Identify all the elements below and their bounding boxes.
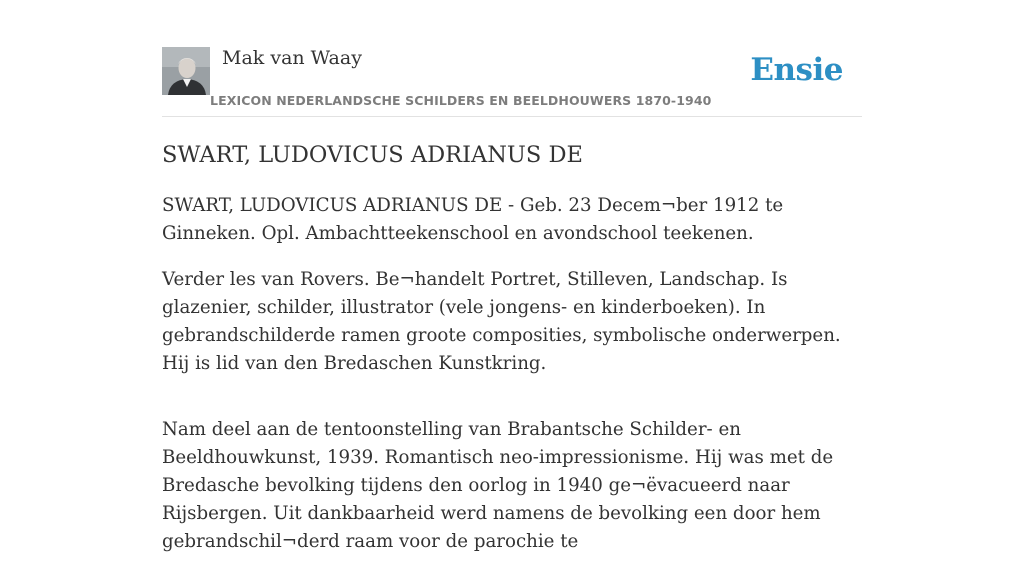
author-name[interactable]: Mak van Waay [222, 47, 362, 69]
article-page [162, 0, 862, 552]
article-paragraph: Verder les van Rovers. Be¬handelt Portret, Stilleven, Landschap. Is glazenier, schilder, illustrator (vele jongens- en kinderboeken). In gebrandschilderde ramen groote composities, symbolische onderwerpen. Hij is lid van den Bredaschen Kunstkring. [162, 269, 841, 374]
source-title[interactable]: LEXICON NEDERLANDSCHE SCHILDERS EN BEELDHOUWERS 1870-1940 [210, 93, 712, 108]
article-header [162, 0, 862, 117]
author-portrait-icon [162, 47, 210, 95]
brand-logo[interactable]: Ensie [750, 52, 843, 88]
author-avatar[interactable] [162, 47, 210, 95]
article-paragraph: SWART, LUDOVICUS ADRIANUS DE - Geb. 23 Decem¬ber 1912 te Ginneken. Opl. Ambachtteekenschool en avondschool teekenen. [162, 195, 784, 244]
article-paragraph: Nam deel aan de tentoonstelling van Brabantsche Schilder- en Beeldhouwkunst, 1939. Romantisch neo-impressionisme. Hij was met de Bredasche bevolking tijdens den oorlog in 1940 ge¬ëvacueerd naar Rijsbergen. Uit dankbaarheid werd namens de bevolking een door hem gebrandschil¬derd raam voor de parochie te [162, 419, 834, 552]
article-body [162, 192, 862, 574]
page-title: SWART, LUDOVICUS ADRIANUS DE [162, 142, 583, 168]
